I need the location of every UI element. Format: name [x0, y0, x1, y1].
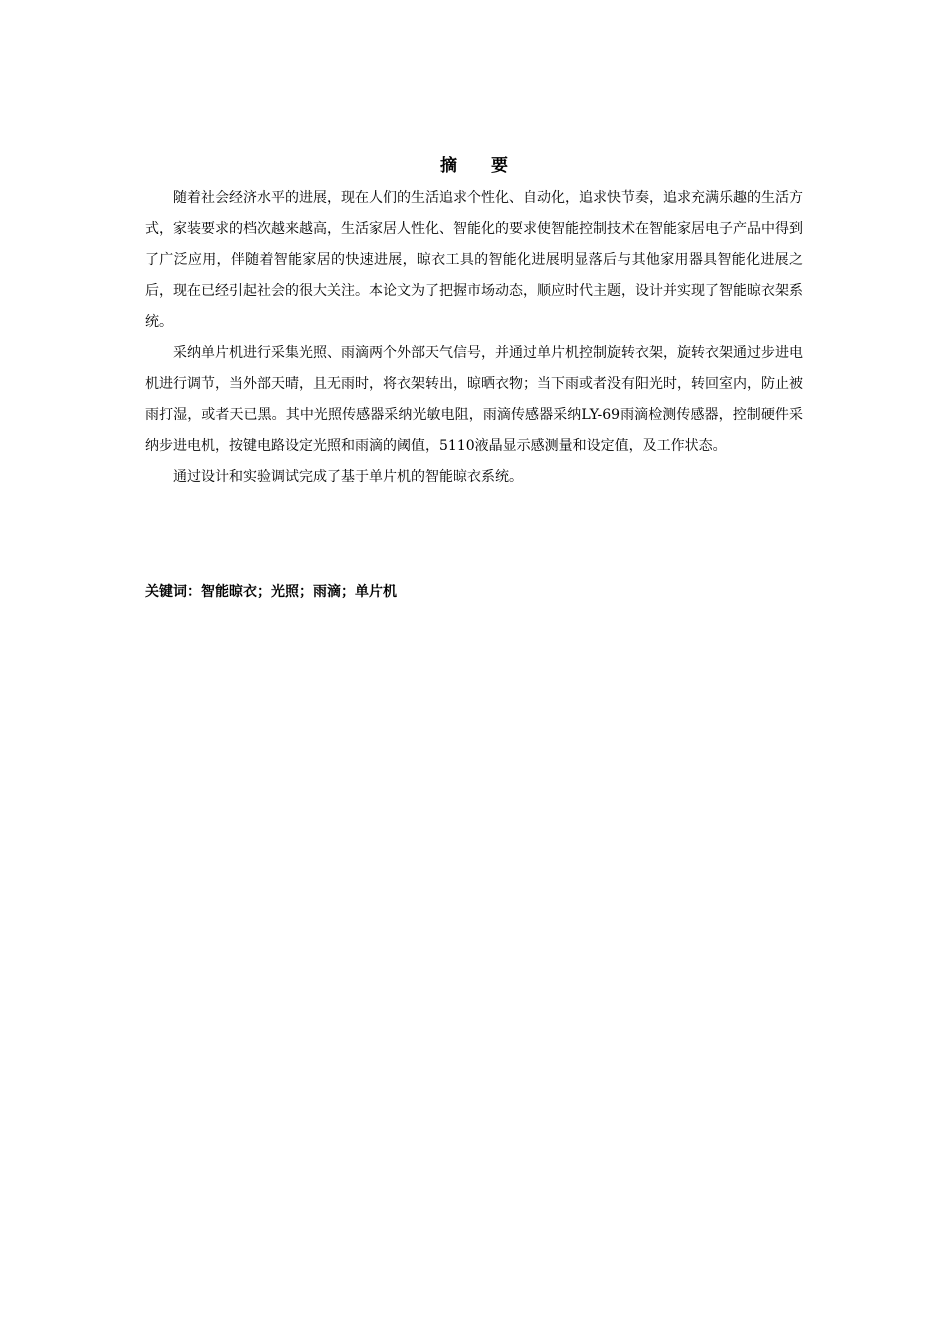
keywords-line: 关键词：智能晾衣；光照；雨滴；单片机	[145, 584, 397, 600]
abstract-section	[145, 153, 803, 493]
abstract-paragraph-2: 采纳单片机进行采集光照、雨滴两个外部天气信号，并通过单片机控制旋转衣架，旋转衣架通过步进电机进行调节，当外部天晴，且无雨时，将衣架转出，晾晒衣物；当下雨或者没有阳光时，转回室内，防止被雨打湿，或者天已黑。其中光照传感器采纳光敏电阻，雨滴传感器采纳LY-69雨滴检测传感器，控制硬件采纳步进电机，按键电路设定光照和雨滴的阈值，5110液晶显示感测量和设定值，及工作状态。	[145, 345, 803, 454]
abstract-title: 摘 要	[440, 156, 522, 176]
abstract-paragraph-3: 通过设计和实验调试完成了基于单片机的智能晾衣系统。	[173, 469, 523, 485]
abstract-paragraph-1: 随着社会经济水平的进展，现在人们的生活追求个性化、自动化，追求快节奏，追求充满乐趣的生活方式，家装要求的档次越来越高，生活家居人性化、智能化的要求使智能控制技术在智能家居电子产品中得到了广泛应用，伴随着智能家居的快速进展，晾衣工具的智能化进展明显落后与其他家用器具智能化进展之后，现在已经引起社会的很大关注。本论文为了把握市场动态，顺应时代主题，设计并实现了智能晾衣架系统。	[145, 190, 803, 330]
